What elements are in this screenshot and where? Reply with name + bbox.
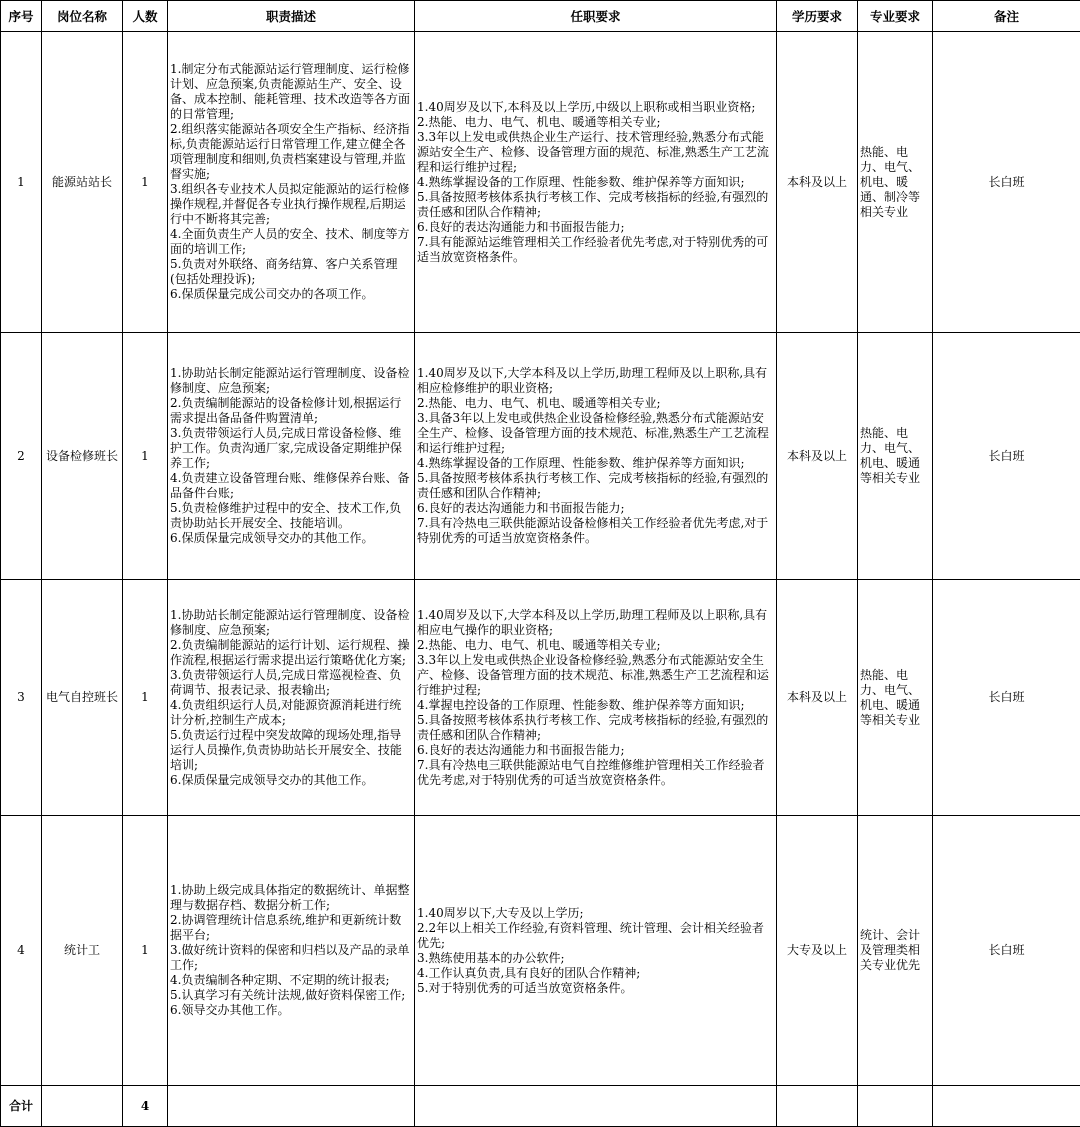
header-major: 专业要求 — [858, 1, 933, 32]
header-duties: 职责描述 — [168, 1, 415, 32]
header-row — [1, 1, 1080, 32]
duty-item: 5.负责检修维护过程中的安全、技术工作,负责协助站长开展安全、技能培训。 — [170, 501, 412, 531]
duty-item: 5.负责运行过程中突发故障的现场处理,指导运行人员操作,负责协助站长开展安全、技能培训; — [170, 728, 412, 773]
duty-item: 4.负责建立设备管理台账、维修保养台账、备品备件台账; — [170, 471, 412, 501]
header-requirements: 任职要求 — [415, 1, 777, 32]
row-education: 本科及以上 — [777, 32, 858, 333]
total-empty-cell — [168, 1086, 415, 1127]
total-empty-cell — [933, 1086, 1080, 1127]
total-empty-cell — [42, 1086, 123, 1127]
requirement-item: 5.具备按照考核体系执行考核工作、完成考核指标的经验,有强烈的责任感和团队合作精神; — [417, 713, 774, 743]
row-position: 设备检修班长 — [42, 333, 123, 580]
duty-item: 3.组织各专业技术人员拟定能源站的运行检修操作规程,并督促各专业执行操作规程,后期运行中不断将其完善; — [170, 182, 412, 227]
row-remark: 长白班 — [933, 32, 1080, 333]
duty-item: 6.保质保量完成公司交办的各项工作。 — [170, 287, 412, 302]
row-requirements — [415, 333, 777, 580]
row-count: 1 — [123, 580, 168, 816]
duty-item: 5.负责对外联络、商务结算、客户关系管理(包括处理投诉); — [170, 257, 412, 287]
requirement-item: 2.热能、电力、电气、机电、暖通等相关专业; — [417, 115, 774, 130]
row-requirements — [415, 580, 777, 816]
row-duties — [168, 333, 415, 580]
requirement-item: 4.熟练掌握设备的工作原理、性能参数、维护保养等方面知识; — [417, 456, 774, 471]
row-no: 1 — [1, 32, 42, 333]
total-count: 4 — [123, 1086, 168, 1127]
requirement-item: 7.具有冷热电三联供能源站设备检修相关工作经验者优先考虑,对于特别优秀的可适当放宽资格条件。 — [417, 516, 774, 546]
row-count: 1 — [123, 32, 168, 333]
row-duties — [168, 32, 415, 333]
requirement-item: 3.3年以上发电或供热企业生产运行、技术管理经验,熟悉分布式能源站安全生产、检修、设备管理方面的规范、标准,熟悉生产工艺流程和运行维护过程; — [417, 130, 774, 175]
duty-item: 1.协助上级完成具体指定的数据统计、单据整理与数据存档、数据分析工作; — [170, 883, 412, 913]
header-position: 岗位名称 — [42, 1, 123, 32]
requirement-item: 1.40周岁以下,大专及以上学历; — [417, 906, 774, 921]
row-position: 电气自控班长 — [42, 580, 123, 816]
row-major: 热能、电力、电气、机电、暖通等相关专业 — [858, 333, 933, 580]
requirement-item: 2.热能、电力、电气、机电、暖通等相关专业; — [417, 638, 774, 653]
table-row — [1, 816, 1080, 1086]
row-major: 热能、电力、电气、机电、暖通、制冷等相关专业 — [858, 32, 933, 333]
table-row — [1, 32, 1080, 333]
requirement-item: 4.掌握电控设备的工作原理、性能参数、维护保养等方面知识; — [417, 698, 774, 713]
row-education: 大专及以上 — [777, 816, 858, 1086]
table-row — [1, 333, 1080, 580]
requirement-item: 6.良好的表达沟通能力和书面报告能力; — [417, 220, 774, 235]
requirement-item: 1.40周岁及以下,大学本科及以上学历,助理工程师及以上职称,具有相应电气操作的职业资格; — [417, 608, 774, 638]
duty-item: 3.负责带领运行人员,完成日常巡视检查、负荷调节、报表记录、报表输出; — [170, 668, 412, 698]
row-remark: 长白班 — [933, 816, 1080, 1086]
row-duties — [168, 816, 415, 1086]
duty-item: 1.制定分布式能源站运行管理制度、运行检修计划、应急预案,负责能源站生产、安全、设备、成本控制、能耗管理、技术改造等各方面的日常管理; — [170, 62, 412, 122]
row-no: 3 — [1, 580, 42, 816]
header-count: 人数 — [123, 1, 168, 32]
duty-item: 2.负责编制能源站的运行计划、运行规程、操作流程,根据运行需求提出运行策略优化方案; — [170, 638, 412, 668]
requirement-item: 6.良好的表达沟通能力和书面报告能力; — [417, 501, 774, 516]
duty-item: 4.负责编制各种定期、不定期的统计报表; — [170, 973, 412, 988]
requirement-item: 4.熟练掌握设备的工作原理、性能参数、维护保养等方面知识; — [417, 175, 774, 190]
duty-item: 2.负责编制能源站的设备检修计划,根据运行需求提出备品备件购置清单; — [170, 396, 412, 426]
requirement-item: 5.对于特别优秀的可适当放宽资格条件。 — [417, 981, 774, 996]
duty-item: 6.领导交办其他工作。 — [170, 1003, 412, 1018]
requirement-item: 7.具有冷热电三联供能源站电气自控维修维护管理相关工作经验者优先考虑,对于特别优秀的可适当放宽资格条件。 — [417, 758, 774, 788]
duty-item: 6.保质保量完成领导交办的其他工作。 — [170, 531, 412, 546]
requirement-item: 6.良好的表达沟通能力和书面报告能力; — [417, 743, 774, 758]
duty-item: 3.负责带领运行人员,完成日常设备检修、维护工作。负责沟通厂家,完成设备定期维护保养工作; — [170, 426, 412, 471]
total-empty-cell — [777, 1086, 858, 1127]
header-education: 学历要求 — [777, 1, 858, 32]
requirement-item: 7.具有能源站运维管理相关工作经验者优先考虑,对于特别优秀的可适当放宽资格条件。 — [417, 235, 774, 265]
row-no: 2 — [1, 333, 42, 580]
duty-item: 2.组织落实能源站各项安全生产指标、经济指标,负责能源站运行日常管理工作,建立健全各项管理制度和细则,负责档案建设与管理,并监督实施; — [170, 122, 412, 182]
row-position: 能源站站长 — [42, 32, 123, 333]
row-requirements — [415, 816, 777, 1086]
row-major: 热能、电力、电气、机电、暖通等相关专业 — [858, 580, 933, 816]
row-count: 1 — [123, 816, 168, 1086]
row-position: 统计工 — [42, 816, 123, 1086]
duty-item: 5.认真学习有关统计法规,做好资料保密工作; — [170, 988, 412, 1003]
total-label: 合计 — [1, 1086, 42, 1127]
duty-item: 2.协调管理统计信息系统,维护和更新统计数据平台; — [170, 913, 412, 943]
row-major: 统计、会计及管理类相关专业优先 — [858, 816, 933, 1086]
total-row — [1, 1086, 1080, 1127]
duty-item: 4.负责组织运行人员,对能源资源消耗进行统计分析,控制生产成本; — [170, 698, 412, 728]
row-education: 本科及以上 — [777, 333, 858, 580]
row-duties — [168, 580, 415, 816]
row-count: 1 — [123, 333, 168, 580]
requirement-item: 3.熟练使用基本的办公软件; — [417, 951, 774, 966]
requirement-item: 2.热能、电力、电气、机电、暖通等相关专业; — [417, 396, 774, 411]
row-requirements — [415, 32, 777, 333]
row-education: 本科及以上 — [777, 580, 858, 816]
header-remark: 备注 — [933, 1, 1080, 32]
requirement-item: 3.具备3年以上发电或供热企业设备检修经验,熟悉分布式能源站安全生产、检修、设备管理方面的技术规范、标准,熟悉生产工艺流程和运行维护过程; — [417, 411, 774, 456]
duty-item: 1.协助站长制定能源站运行管理制度、设备检修制度、应急预案; — [170, 366, 412, 396]
requirement-item: 2.2年以上相关工作经验,有资料管理、统计管理、会计相关经验者优先; — [417, 921, 774, 951]
row-remark: 长白班 — [933, 333, 1080, 580]
requirement-item: 5.具备按照考核体系执行考核工作、完成考核指标的经验,有强烈的责任感和团队合作精神; — [417, 471, 774, 501]
duty-item: 1.协助站长制定能源站运行管理制度、设备检修制度、应急预案; — [170, 608, 412, 638]
requirement-item: 5.具备按照考核体系执行考核工作、完成考核指标的经验,有强烈的责任感和团队合作精神; — [417, 190, 774, 220]
row-no: 4 — [1, 816, 42, 1086]
duty-item: 6.保质保量完成领导交办的其他工作。 — [170, 773, 412, 788]
duty-item: 4.全面负责生产人员的安全、技术、制度等方面的培训工作; — [170, 227, 412, 257]
table-row — [1, 580, 1080, 816]
total-empty-cell — [858, 1086, 933, 1127]
requirement-item: 4.工作认真负责,具有良好的团队合作精神; — [417, 966, 774, 981]
requirement-item: 1.40周岁及以下,本科及以上学历,中级以上职称或相当职业资格; — [417, 100, 774, 115]
row-remark: 长白班 — [933, 580, 1080, 816]
duty-item: 3.做好统计资料的保密和归档以及产品的录单工作; — [170, 943, 412, 973]
header-no: 序号 — [1, 1, 42, 32]
requirement-item: 3.3年以上发电或供热企业设备检修经验,熟悉分布式能源站安全生产、检修、设备管理方面的技术规范、标准,熟悉生产工艺流程和运行维护过程; — [417, 653, 774, 698]
total-empty-cell — [415, 1086, 777, 1127]
requirement-item: 1.40周岁及以下,大学本科及以上学历,助理工程师及以上职称,具有相应检修维护的职业资格; — [417, 366, 774, 396]
